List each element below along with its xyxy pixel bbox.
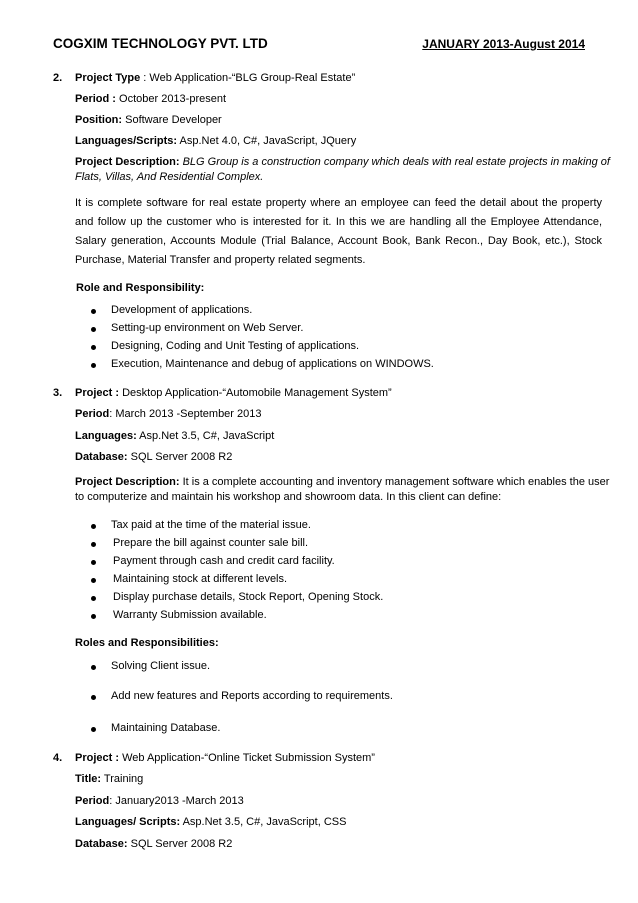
project-period-line <box>75 795 244 807</box>
project-type-label: Project : <box>75 387 120 399</box>
bullet-icon <box>91 309 96 314</box>
languages-label: Languages: <box>75 430 137 442</box>
project-type-label: Project : <box>75 752 120 764</box>
description-value: It is a complete accounting and inventory management software which enables the user <box>179 476 610 488</box>
database-value: SQL Server 2008 R2 <box>127 451 233 463</box>
role-item: Add new features and Reports according to requirements. <box>111 690 393 702</box>
project-period-line <box>75 93 226 105</box>
languages-value: Asp.Net 3.5, C#, JavaScript, CSS <box>180 816 347 828</box>
project-type-value: Web Application-“BLG Group-Real Estate” <box>149 72 356 84</box>
bullet-icon <box>91 524 96 529</box>
bullet-icon <box>91 727 96 732</box>
project-description-line <box>75 476 609 488</box>
project-languages-line <box>75 816 346 828</box>
employment-date-range: JANUARY 2013-August 2014 <box>422 37 585 51</box>
feature-item: Display purchase details, Stock Report, Opening Stock. <box>113 591 384 603</box>
period-value: : March 2013 -September 2013 <box>109 408 262 420</box>
project-database-line <box>75 838 232 850</box>
period-label: Period <box>75 408 110 420</box>
feature-item: Tax paid at the time of the material issue. <box>111 519 311 531</box>
project-languages-line <box>75 430 274 442</box>
project-position-line <box>75 114 222 126</box>
project-type-value: Web Application-“Online Ticket Submission System” <box>119 752 375 764</box>
role-item: Execution, Maintenance and debug of applications on WINDOWS. <box>111 358 434 370</box>
languages-label: Languages/ Scripts: <box>75 816 181 828</box>
bullet-icon <box>91 542 96 547</box>
languages-value: Asp.Net 3.5, C#, JavaScript <box>136 430 275 442</box>
roles-heading: Role and Responsibility: <box>76 282 205 294</box>
project-description-line-2: to computerize and maintain his workshop and showroom data. In this client can define: <box>75 491 502 503</box>
project-description-line <box>75 156 610 168</box>
role-item: Designing, Coding and Unit Testing of applications. <box>111 340 360 352</box>
languages-label: Languages/Scripts: <box>75 135 178 147</box>
project-type-line <box>75 72 355 84</box>
languages-value: Asp.Net 4.0, C#, JavaScript, JQuery <box>177 135 357 147</box>
role-item: Solving Client issue. <box>111 660 211 672</box>
bullet-icon <box>91 596 96 601</box>
bullet-icon <box>91 695 96 700</box>
period-label: Period <box>75 795 110 807</box>
description-label: Project Description: <box>75 476 180 488</box>
feature-item: Payment through cash and credit card facility. <box>113 555 335 567</box>
project-languages-line <box>75 135 356 147</box>
role-item: Maintaining Database. <box>111 722 221 734</box>
bullet-icon <box>91 665 96 670</box>
description-label: Project Description: <box>75 156 180 168</box>
period-label: Period <box>75 93 110 105</box>
project-number: 3. <box>53 387 63 399</box>
project-type-line <box>75 387 392 399</box>
bullet-icon <box>91 614 96 619</box>
project-description-line-2: Flats, Villas, And Residential Complex. <box>75 171 264 183</box>
feature-item: Warranty Submission available. <box>113 609 267 621</box>
period-value: October 2013-present <box>119 93 227 105</box>
project-type-line <box>75 752 375 764</box>
database-label: Database: <box>75 838 128 850</box>
database-label: Database: <box>75 451 128 463</box>
project-type-label: Project Type <box>75 72 141 84</box>
position-value: Software Developer <box>122 114 222 126</box>
period-sep: : <box>109 93 120 105</box>
feature-item: Prepare the bill against counter sale bill. <box>113 537 309 549</box>
bullet-icon <box>91 560 96 565</box>
roles-heading: Roles and Responsibilities: <box>75 637 219 649</box>
role-item: Setting-up environment on Web Server. <box>111 322 304 334</box>
project-number: 4. <box>53 752 63 764</box>
description-value: BLG Group is a construction company which deals with real estate projects in making of <box>179 156 610 168</box>
bullet-icon <box>91 363 96 368</box>
period-value: : January2013 -March 2013 <box>109 795 244 807</box>
feature-item: Maintaining stock at different levels. <box>113 573 288 585</box>
project-database-line <box>75 451 232 463</box>
title-value: Training <box>101 773 144 785</box>
database-value: SQL Server 2008 R2 <box>127 838 233 850</box>
bullet-icon <box>91 345 96 350</box>
bullet-icon <box>91 578 96 583</box>
bullet-icon <box>91 327 96 332</box>
project-title-line <box>75 773 143 785</box>
project-number: 2. <box>53 72 63 84</box>
title-label: Title: <box>75 773 102 785</box>
project-paragraph: It is complete software for real estate property where an employee can feed the detail about the property and follow up the customer who is interested for it. In this we are handling all the Employee Attendance, Salary generation, Accounts Module (Trial Balance, Account Book, Bank Recon., Day Book, etc.), Stock Purchase, Material Transfer and property related segments. <box>75 197 602 266</box>
position-label: Position: <box>75 114 123 126</box>
role-item: Development of applications. <box>111 304 253 316</box>
company-name: COGXIM TECHNOLOGY PVT. LTD <box>53 36 268 51</box>
project-type-sep: : <box>140 72 150 84</box>
project-type-value: Desktop Application-“Automobile Management System” <box>119 387 392 399</box>
project-period-line <box>75 408 262 420</box>
page-header <box>53 36 585 54</box>
